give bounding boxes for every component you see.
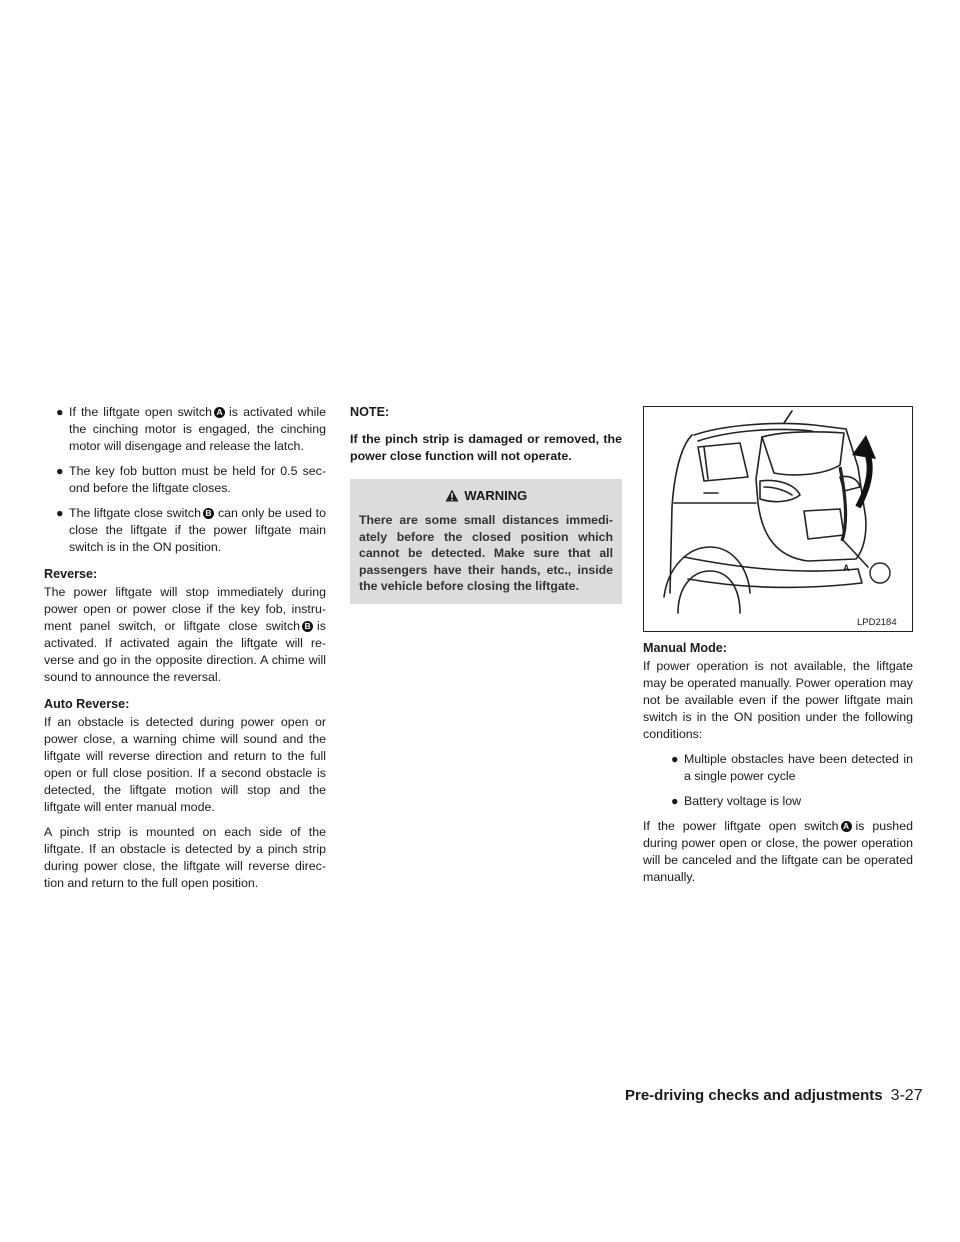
bullet-icon: ● [56,405,64,419]
marker-a-icon: A [841,821,852,832]
warning-triangle-icon [445,489,459,502]
pinch-strip-paragraph: A pinch strip is mounted on each side of the liftgate. If an obstacle is detected by a pinch strip during power close, the liftgate will reverse direc- tion and return to the full open position. [44,825,326,890]
figure-code: LPD2184 [857,617,897,628]
auto-reverse-heading: Auto Reverse: [44,697,130,711]
bullet-open-switch: ● If the liftgate open switch A is activated while the cinching motor is engaged, the cinching motor will disengage and release the latch. [56,405,326,453]
marker-b-icon: B [203,508,214,519]
bullet-close-switch: ● The liftgate close switch B can only be used to close the liftgate if the power liftgate main switch is in the ON position. [56,506,326,554]
bullet-multiple-obstacles: ● Multiple obstacles have been detected in a single power cycle [671,752,913,783]
bullet-icon: ● [671,752,679,766]
auto-reverse-paragraph: If an obstacle is detected during power open or power close, a warning chime will sound and the liftgate will reverse direction and return to the full open or full close position. If a second obstacle is detected, the liftgate motion will stop and the liftgate will enter manual mode. [44,715,326,814]
marker-a-icon: A [214,407,225,418]
page-footer [625,1087,923,1105]
warning-text: There are some small distances immedi- ately before the closed position which cannot be detected. Make sure that all passengers have their hands, etc., inside the vehicle before closing the liftgate. [359,513,613,593]
warning-title: WARNING [359,487,613,504]
vehicle-rear-illustration [644,407,912,631]
manual-mode-paragraph: If power operation is not available, the liftgate may be operated manually. Power operation may not be available even if the power liftgate main switch is in the ON position under the following conditions: [643,659,913,741]
warning-box [350,479,622,604]
note-heading: NOTE: [350,405,390,419]
bullet-icon: ● [671,794,679,808]
liftgate-figure [643,406,913,632]
bullet-icon: ● [56,464,64,478]
marker-b-icon: B [302,621,313,632]
reverse-paragraph: The power liftgate will stop immediately during power open or power close if the key fob, instru- ment panel switch, or liftgate close switch B is activated. If activated again the liftgate will re- verse and go in the opposite direction. A chime will sound to announce the reversal. [44,585,326,684]
bullet-battery-voltage: ● Battery voltage is low [671,794,802,808]
manual-mode-heading: Manual Mode: [643,641,727,655]
middle-column [350,404,622,604]
right-column [643,640,913,894]
cancel-paragraph: If the power liftgate open switch A is pushed during power open or close, the power operation will be canceled and the liftgate can be operated manually. [643,819,913,884]
note-text: If the pinch strip is damaged or removed, the power close function will not operate. [350,432,622,463]
page-number: 3-27 [890,1087,923,1104]
reverse-heading: Reverse: [44,567,98,581]
bullet-key-fob: ● The key fob button must be held for 0.5 sec- ond before the liftgate closes. [56,464,326,495]
bullet-icon: ● [56,506,64,520]
figure-callout-a: A [843,563,850,573]
section-title: Pre-driving checks and adjustments [625,1087,883,1104]
left-column [44,404,326,900]
